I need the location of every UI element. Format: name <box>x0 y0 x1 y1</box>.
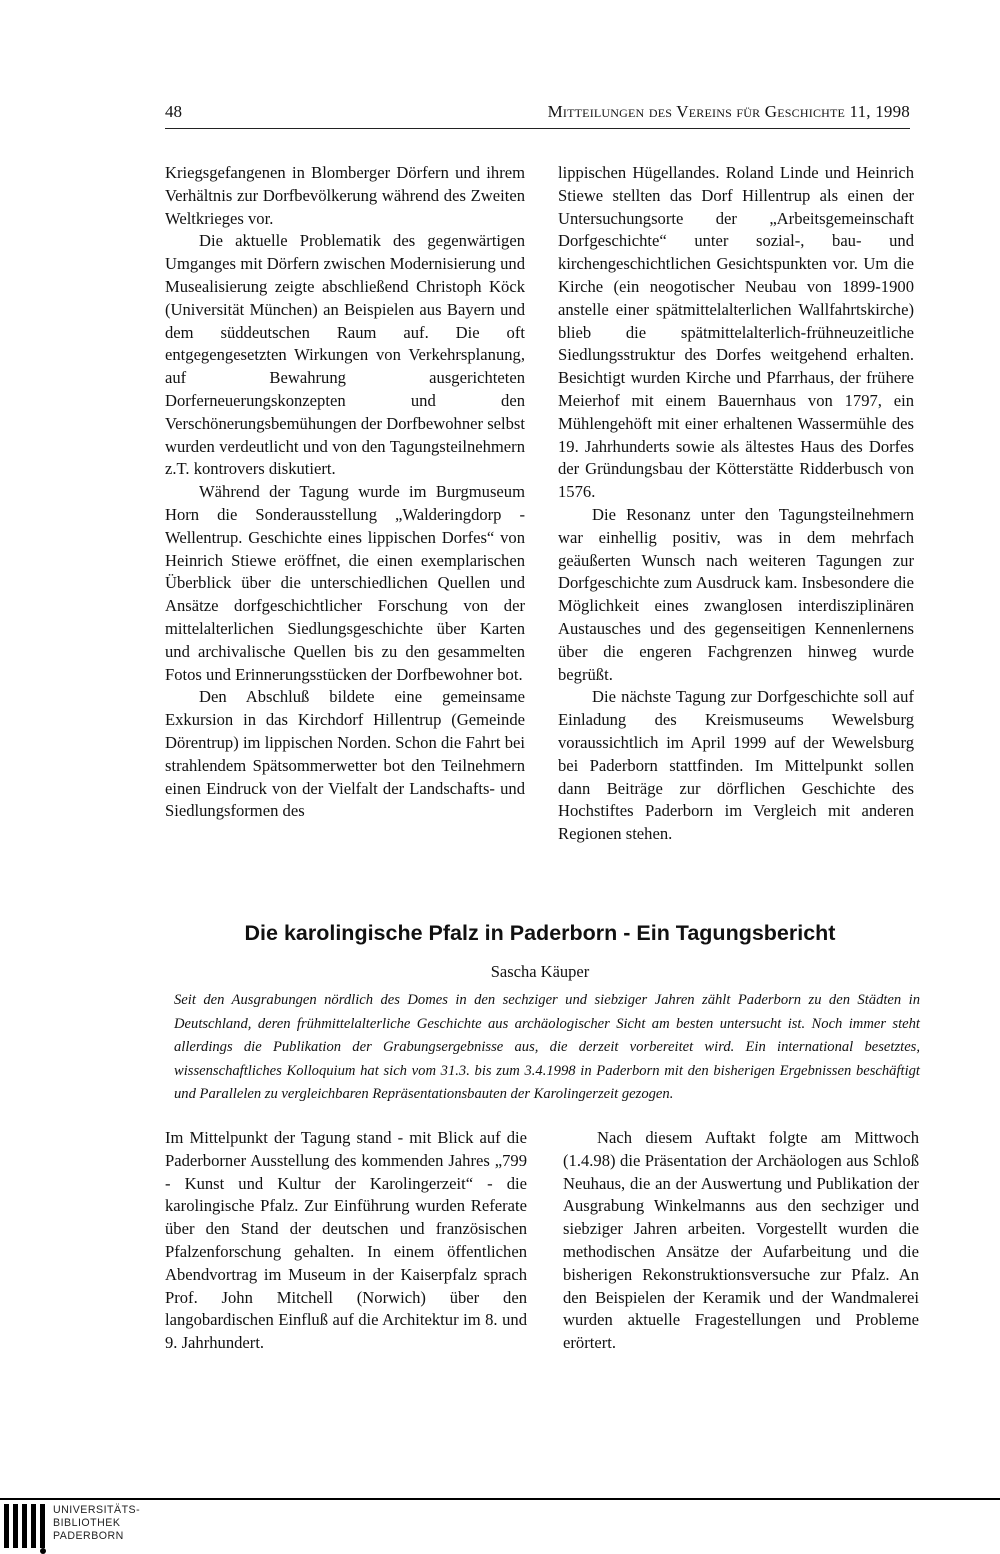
page-number: 48 <box>165 102 182 121</box>
library-name <box>53 1504 140 1543</box>
column-1 <box>165 162 525 823</box>
paragraph: Kriegsgefangenen in Blomberger Dörfern und ihrem Verhältnis zur Dorfbevölkerung während des Zweiten Weltkrieges vor. <box>165 163 525 228</box>
paragraph: Den Abschluß bildete eine gemeinsame Exkursion in das Kirchdorf Hillentrup (Gemeinde Dörentrup) im lippischen Norden. Schon die Fahrt bei strahlendem Spätsommerwetter bot den Teilnehmern einen Eindruck von der Vielfalt der Landschafts- und Siedlungsformen des <box>165 687 525 821</box>
bottom-divider <box>0 1498 1000 1500</box>
library-line: PADERBORN <box>53 1530 124 1542</box>
paragraph: Während der Tagung wurde im Burgmuseum Horn die Sonderausstellung „Walderingdorp - Wellentrup. Geschichte eines lippischen Dorfes“ von Heinrich Stiewe eröffnet, die einen exemplarischen Überblick über die unterschiedlichen Quellen und Ansätze dorfgeschichtlicher Forschung von der mittelalterlichen Siedlungsgeschichte über Karten und archivalische Quellen bis zu den gesammelten Fotos und Erinnerungsstücken der Dorfbewohner bot. <box>165 482 525 684</box>
paragraph: Nach diesem Auftakt folgte am Mittwoch (1.4.98) die Präsentation der Archäologen aus Schloß Neuhaus, die an der Auswertung und Publikation der Ausgrabung Winkelmanns aus den sechziger und siebziger Jahren arbeiten. Vorgestellt wurden die methodischen Ansätze der Aufarbeitung und die bisherigen Rekonstruktionsversuche zur Pfalz. An den Beispielen der Keramik und der Wandmalerei wurden aktuelle Fragestellungen und Probleme erörtert. <box>563 1128 919 1353</box>
paragraph: Im Mittelpunkt der Tagung stand - mit Blick auf die Paderborner Ausstellung des kommenden Jahres „799 - Kunst und Kultur der Karolingerzeit“ - die karolingische Pfalz. Zur Einführung wurden Referate über den Stand der deutschen und französischen Pfalzenforschung gehalten. In einem öffentlichen Abendvortrag im Museum in der Kaiserpfalz sprach Prof. John Mitchell (Norwich) über den langobardischen Einfluß auf die Architektur im 8. und 9. Jahrhundert. <box>165 1128 527 1353</box>
library-line: UNIVERSITÄTS- <box>53 1504 141 1516</box>
paragraph: Die nächste Tagung zur Dorfgeschichte soll auf Einladung des Kreismuseums Wewelsburg voraussichtlich im April 1999 auf der Wewelsburg bei Paderborn stattfinden. Im Mittelpunkt sollen dann Beiträge zur dörflichen Geschichte des Hochstiftes Paderborn im Vergleich mit anderen Regionen stehen. <box>558 687 914 844</box>
library-line: BIBLIOTHEK <box>53 1517 121 1529</box>
column-4 <box>563 1127 919 1355</box>
dot-icon <box>40 1548 46 1554</box>
column-2 <box>558 162 914 846</box>
paragraph: Die aktuelle Problematik des gegenwärtigen Umganges mit Dörfern zwischen Modernisierung und Musealisierung zeigte abschließend Christoph Köck (Universität München) an Beispielen aus Bayern und dem süddeutschen Raum auf. Die oft entgegengesetzten Wirkungen von Verkehrsplanung, auf Bewahrung ausgerichteten Dorferneuerungskonzepten und den Verschönerungsbemühungen der Dorfbewohner selbst wurden verdeutlicht und von den Tagungsteilnehmern z.T. kontrovers diskutiert. <box>165 231 525 479</box>
article-abstract: Seit den Ausgrabungen nördlich des Domes in den sechziger und siebziger Jahren zählt Paderborn zu den Städten in Deutschland, deren frühmittelalterliche Geschichte aus archäologischer Sicht am besten untersucht ist. Noch immer steht allerdings die Publikation der Grabungsergebnisse aus, die derzeit vorbereitet wird. Ein international besetztes, wissenschaftliches Kolloquium hat sich vom 31.3. bis zum 3.4.1998 in Paderborn mit den bisherigen Ergebnissen beschäftigt und Parallelen zu vergleichbaren Repräsentationsbauten der Karolingerzeit gezogen. <box>174 992 920 1102</box>
page-header <box>165 98 910 129</box>
article-title: Die karolingische Pfalz in Paderborn - Ein Tagungsbericht <box>244 921 836 945</box>
running-head: Mitteilungen des Vereins für Geschichte 11, 1998 <box>547 102 910 121</box>
paragraph: lippischen Hügellandes. Roland Linde und Heinrich Stiewe stellten das Dorf Hillentrup als einen der Untersuchungsorte der „Arbeitsgemeinschaft Dorfgeschichte“ unter sozial-, bau- und kirchengeschichtlichen Gesichtspunkten vor. Um die Kirche (ein neogotischer Neubau von 1899-1900 anstelle einer spätmittelalterlichen Wallfahrtskirche) blieb die spätmittelalterlich-frühneuzeitliche Siedlungsstruktur des Dorfes weitgehend erhalten. Besichtigt wurden Kirche und Pfarrhaus, der frühere Meierhof mit einem Bauernhaus von 1797, ein Mühlengehöft mit einer erhaltenen Wassermühle des 19. Jahrhunderts sowie als ältestes Haus des Dorfes der Gründungsbau der Kötterstätte Ridderbusch von 1576. <box>558 163 914 502</box>
article-author: Sascha Käuper <box>490 962 590 981</box>
paragraph: Die Resonanz unter den Tagungsteilnehmern war einhellig positiv, was in dem mehrfach geäußerten Wunsch nach weiteren Tagungen zur Dorfgeschichte zum Ausdruck kam. Insbesondere die Möglichkeit eines zwanglosen interdisziplinären Austausches und des gegenseitigen Kennenlernens über die engeren Fachgrenzen hinweg wurde begrüßt. <box>558 504 914 684</box>
library-logo <box>4 1504 144 1552</box>
column-3 <box>165 1127 527 1355</box>
